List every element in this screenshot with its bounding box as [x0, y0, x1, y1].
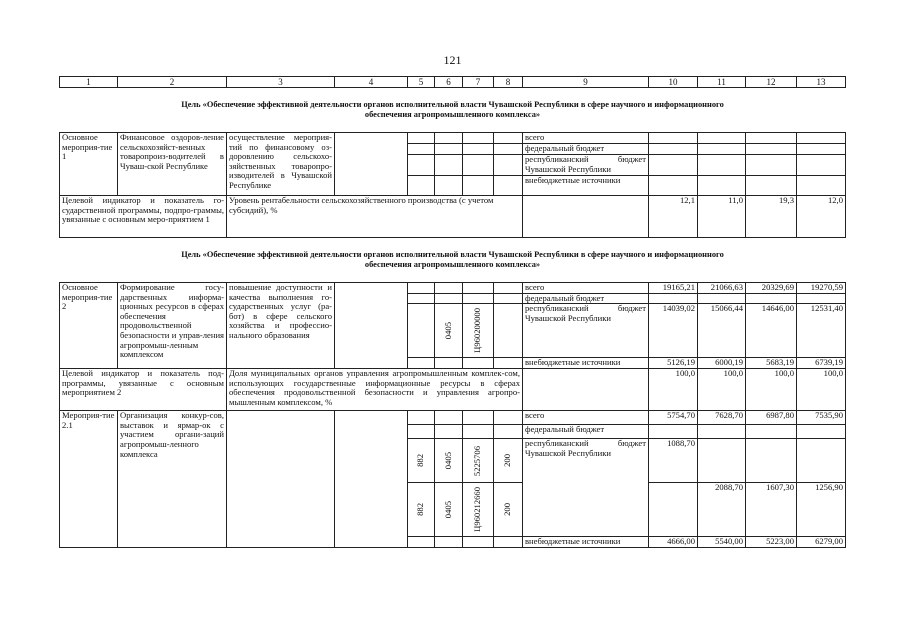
amount: 4666,00 — [649, 537, 698, 548]
event-description: Организация конкур-сов, выставок и ярмар-ок с участием органи-заций агропромыш-ленного комплекса — [118, 411, 227, 548]
grbs-code: 882 — [415, 454, 426, 468]
goal-title: Цель «Обеспечение эффективной деятельности органов исполнительной власти Чувашской Республики в сфере научного и информационного обеспечения агропромышленного комплекса» — [181, 100, 724, 119]
event-name: Основное мероприя-тие 1 — [60, 133, 118, 196]
amount: 19270,59 — [797, 283, 846, 294]
amount: 21066,63 — [698, 283, 746, 294]
budget-section-code: 0405 — [442, 501, 453, 519]
indicator-value: 100,0 — [649, 369, 698, 411]
funding-source: федеральный бюджет — [523, 425, 649, 439]
indicator-value: 19,3 — [746, 196, 797, 238]
budget-section-code: 0405 — [442, 452, 453, 470]
event1-row-total — [60, 133, 846, 144]
grbs-code: 882 — [415, 503, 426, 517]
indicator2-row — [60, 369, 846, 411]
amount: 14039,02 — [649, 304, 698, 358]
column-number: 12 — [746, 77, 797, 88]
amount: 12531,40 — [797, 304, 846, 358]
indicator-value: 100,0 — [797, 369, 846, 411]
funding-source: республиканский бюджет Чувашской Республики — [523, 439, 649, 537]
event2-row-total — [60, 283, 846, 294]
event21-row-total — [60, 411, 846, 425]
column-number: 10 — [649, 77, 698, 88]
goal-row — [60, 88, 846, 133]
target-article-code: 5225706 — [472, 445, 483, 476]
indicator1-row — [60, 196, 846, 238]
amount: 5223,00 — [746, 537, 797, 548]
amount: 5540,00 — [698, 537, 746, 548]
indicator-value: 11,0 — [698, 196, 746, 238]
program-table — [59, 76, 846, 548]
expense-type-code: 200 — [502, 503, 513, 517]
event-name: Мероприя-тие 2.1 — [60, 411, 118, 548]
funding-source: всего — [523, 133, 649, 144]
column-number: 11 — [698, 77, 746, 88]
amount: 19165,21 — [649, 283, 698, 294]
funding-source: внебюджетные источники — [523, 358, 649, 369]
amount: 5683,19 — [746, 358, 797, 369]
goal-title: Цель «Обеспечение эффективной деятельности органов исполнительной власти Чувашской Республики в сфере научного и информационного обеспечения агропромышленного комплекса» — [181, 250, 724, 269]
column-number: 8 — [494, 77, 523, 88]
amount: 1607,30 — [746, 483, 797, 537]
indicator-label: Целевой индикатор и показатель под-программы, увязанные с основным мероприятием 2 — [60, 369, 227, 411]
column-number: 13 — [797, 77, 846, 88]
indicator-value: 12,0 — [797, 196, 846, 238]
funding-source: всего — [523, 411, 649, 425]
event-name: Основное мероприя-тие 2 — [60, 283, 118, 369]
column-number: 3 — [227, 77, 335, 88]
indicator-value: 12,1 — [649, 196, 698, 238]
event-result: повышение доступности и качества выполнения го-сударственных услуг (ра-бот) в сфере сельского хозяйства и профессио-нального образования — [227, 283, 335, 369]
indicator-text: Доля муниципальных органов управления агропромышленным комплек-сом, использующих государственные информационные ресурсы в сферах обеспечения продовольственной безопасности и управления агропро-мышленным комплексом, % — [227, 369, 523, 411]
amount: 6279,00 — [797, 537, 846, 548]
funding-source: республиканский бюджет Чувашской Республики — [523, 304, 649, 358]
column-number: 5 — [408, 77, 435, 88]
amount: 20329,69 — [746, 283, 797, 294]
amount: 2088,70 — [698, 483, 746, 537]
amount: 7535,90 — [797, 411, 846, 425]
column-number: 6 — [435, 77, 463, 88]
amount: 14646,00 — [746, 304, 797, 358]
funding-source: федеральный бюджет — [523, 144, 649, 155]
target-article-code: Ц960200000 — [472, 308, 483, 354]
column-number-row — [60, 77, 846, 88]
amount: 6739,19 — [797, 358, 846, 369]
page-number: 121 — [443, 53, 462, 67]
column-number: 9 — [523, 77, 649, 88]
amount: 5126,19 — [649, 358, 698, 369]
amount: 5754,70 — [649, 411, 698, 425]
event-result: осуществление мероприя-тий по финансовому оз-доровлению сельскохо-зяйственных товаропро-изводителей в Чувашской Республике — [227, 133, 335, 196]
amount: 1256,90 — [797, 483, 846, 537]
funding-source: внебюджетные источники — [523, 537, 649, 548]
indicator-text: Уровень рентабельности сельскохозяйственного производства (с учетом субсидий), % — [227, 196, 523, 238]
target-article-code: Ц960212660 — [472, 487, 483, 533]
indicator-label: Целевой индикатор и показатель го-сударственной программы, подпро-граммы, увязанные с основным меро-приятием 1 — [60, 196, 227, 238]
amount: 6000,19 — [698, 358, 746, 369]
budget-section-code: 0405 — [442, 322, 453, 340]
funding-source: внебюджетные источники — [523, 176, 649, 196]
column-number: 1 — [60, 77, 118, 88]
event-description: Финансовое оздоров-ление сельскохозяйст-венных товаропроиз-водителей в Чуваш-ской Республике — [118, 133, 227, 196]
event-description: Формирование госу-дарственных информа-ционных ресурсов в сферах обеспечения продовольственной безопасности и управ-ления агропромыш-ленным комплексом — [118, 283, 227, 369]
indicator-value: 100,0 — [698, 369, 746, 411]
amount: 6987,80 — [746, 411, 797, 425]
column-number: 4 — [335, 77, 408, 88]
column-number: 2 — [118, 77, 227, 88]
column-number: 7 — [463, 77, 494, 88]
funding-source: республиканский бюджет Чувашской Республики — [523, 155, 649, 176]
amount: 15066,44 — [698, 304, 746, 358]
amount: 1088,70 — [649, 439, 698, 483]
funding-source: федеральный бюджет — [523, 293, 649, 304]
expense-type-code: 200 — [502, 454, 513, 468]
funding-source: всего — [523, 283, 649, 294]
amount: 7628,70 — [698, 411, 746, 425]
goal-row — [60, 238, 846, 283]
indicator-value: 100,0 — [746, 369, 797, 411]
